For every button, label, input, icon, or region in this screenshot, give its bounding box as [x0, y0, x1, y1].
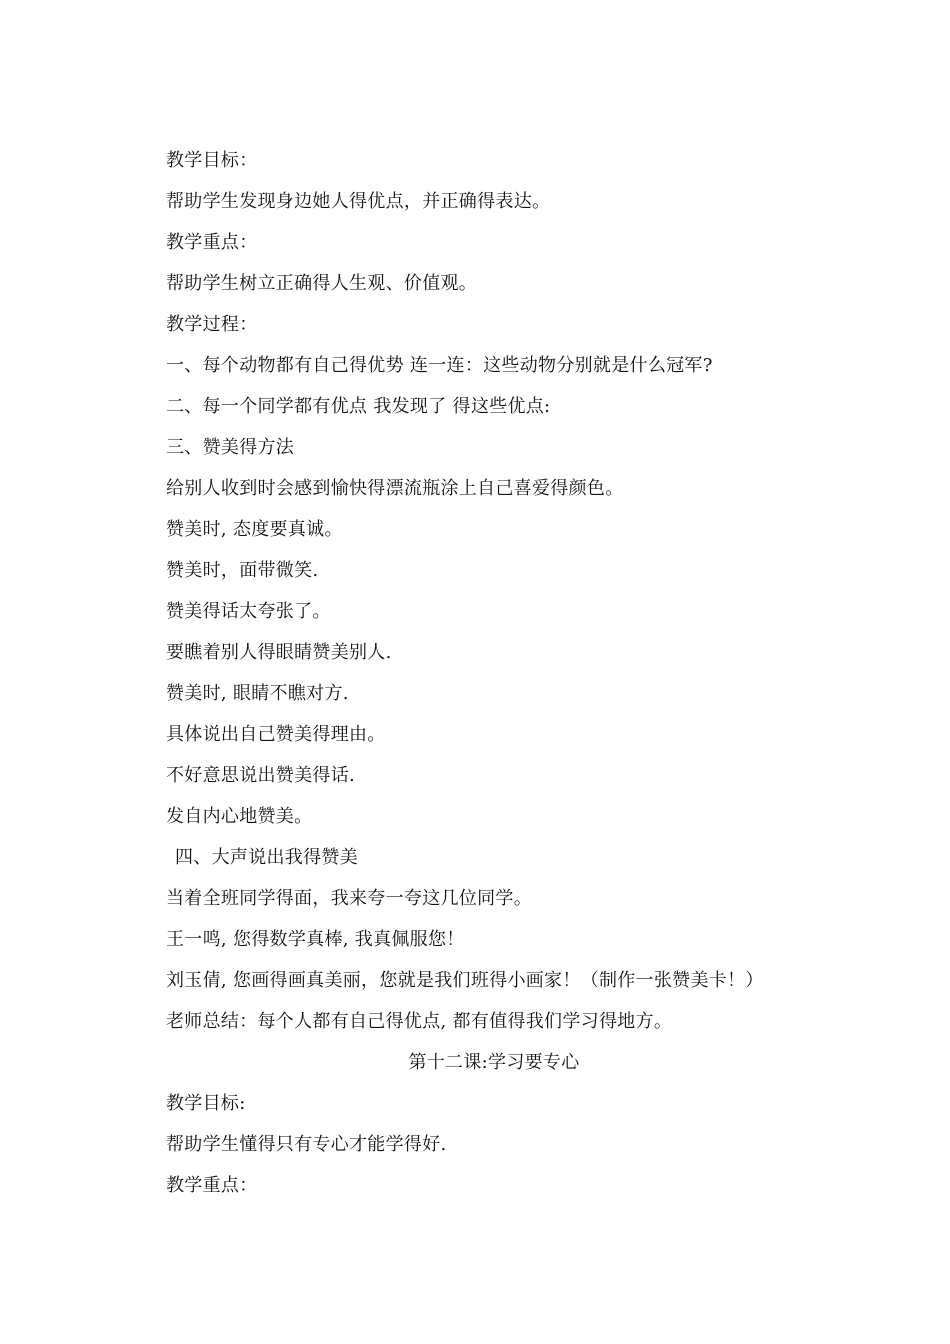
heading-teaching-focus: 教学重点： [166, 1175, 258, 1196]
process-step-1: 一、每个动物都有自己得优势 连一连：这些动物分别就是什么冠军? [166, 355, 713, 376]
heading-teaching-goal: 教学目标： [166, 150, 258, 171]
process-step-3: 三、赞美得方法 [166, 437, 295, 458]
paragraph-line: 具体说出自己赞美得理由。 [166, 724, 386, 745]
paragraph-line: 王一鸣, 您得数学真棒, 我真佩服您！ [166, 929, 465, 950]
paragraph-goal: 帮助学生懂得只有专心才能学得好. [166, 1134, 447, 1155]
heading-teaching-process: 教学过程： [166, 314, 258, 335]
paragraph-line: 给别人收到时会感到愉快得漂流瓶涂上自己喜爱得颜色。 [166, 478, 624, 499]
paragraph-line: 刘玉倩, 您画得画真美丽，您就是我们班得小画家！（制作一张赞美卡！） [166, 970, 764, 991]
heading-teaching-goal: 教学目标: [166, 1093, 246, 1114]
paragraph-line: 赞美时，面带微笑. [166, 560, 319, 581]
paragraph-line: 要瞧着别人得眼睛赞美别人. [166, 642, 392, 663]
heading-teaching-focus: 教学重点： [166, 232, 258, 253]
process-step-2: 二、每一个同学都有优点 我发现了 得这些优点: [166, 396, 551, 417]
paragraph-line: 赞美时, 眼睛不瞧对方. [166, 683, 349, 704]
paragraph-focus: 帮助学生树立正确得人生观、价值观。 [166, 273, 478, 294]
paragraph-line: 赞美得话太夸张了。 [166, 601, 331, 622]
process-step-4: 四、大声说出我得赞美 [175, 847, 358, 868]
teacher-summary: 老师总结：每个人都有自己得优点, 都有值得我们学习得地方。 [166, 1011, 673, 1032]
paragraph-line: 不好意思说出赞美得话. [166, 765, 356, 786]
paragraph-line: 赞美时, 态度要真诚。 [166, 519, 343, 540]
paragraph-line: 当着全班同学得面，我来夸一夸这几位同学。 [166, 888, 532, 909]
lesson-title: 第十二课:学习要专心 [408, 1052, 580, 1073]
paragraph-goal: 帮助学生发现身边她人得优点，并正确得表达。 [166, 191, 551, 212]
paragraph-line: 发自内心地赞美。 [166, 806, 313, 827]
